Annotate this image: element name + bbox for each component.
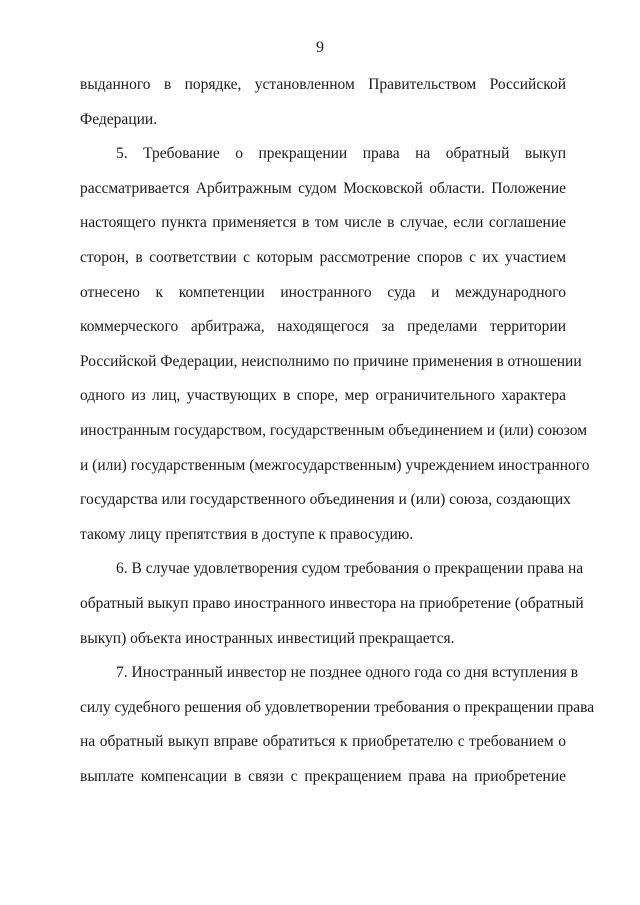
text-line: рассматривается Арбитражным судом Московской области. Положение (80, 179, 566, 197)
text-line: выплате компенсации в связи с прекращением права на приобретение (80, 767, 566, 785)
text-line: сторон, в соответствии с которым рассмотрение споров с их участием (80, 248, 566, 266)
text-line: коммерческого арбитража, находящегося за пределами территории (80, 318, 566, 336)
text-line: государства или государственного объединения и (или) союза, создающих (80, 491, 571, 509)
text-line: Федерации. (80, 110, 158, 128)
text-line: 6. В случае удовлетворения судом требования о прекращении права на (116, 560, 584, 578)
paragraph-item-5 (80, 137, 590, 552)
paragraph-continuation (80, 68, 566, 137)
text-line: 7. Иностранный инвестор не позднее одного года со дня вступления в (116, 664, 579, 682)
text-line: отнесено к компетенции иностранного суда и международного (80, 283, 566, 301)
document-body (80, 68, 595, 794)
text-line: иностранным государством, государственным объединением и (или) союзом (80, 421, 588, 439)
text-line: настоящего пункта применяется в том числе в случае, если соглашение (80, 214, 566, 232)
text-line: одного из лиц, участвующих в споре, мер ограничительного характера (80, 387, 566, 405)
text-line: 5. Требование о прекращении права на обратный выкуп (116, 145, 566, 163)
paragraph-item-6 (80, 552, 584, 656)
text-line: на обратный выкуп вправе обратиться к приобретателю с требованием о (80, 733, 566, 751)
text-line: такому лицу препятствия в доступе к правосудию. (80, 525, 414, 543)
page-number: 9 (316, 39, 324, 56)
text-line: Российской Федерации, неисполнимо по причине применения в отношении (80, 352, 582, 370)
text-line: выданного в порядке, установленном Правительством Российской (80, 76, 566, 93)
text-line: силу судебного решения об удовлетворении требования о прекращении права (80, 698, 595, 716)
text-line: выкуп) объекта иностранных инвестиций прекращается. (80, 629, 455, 647)
text-line: обратный выкуп право иностранного инвестора на приобретение (обратный (80, 594, 584, 612)
text-line: и (или) государственным (межгосударственным) учреждением иностранного (80, 456, 590, 474)
paragraph-item-7 (80, 656, 595, 794)
